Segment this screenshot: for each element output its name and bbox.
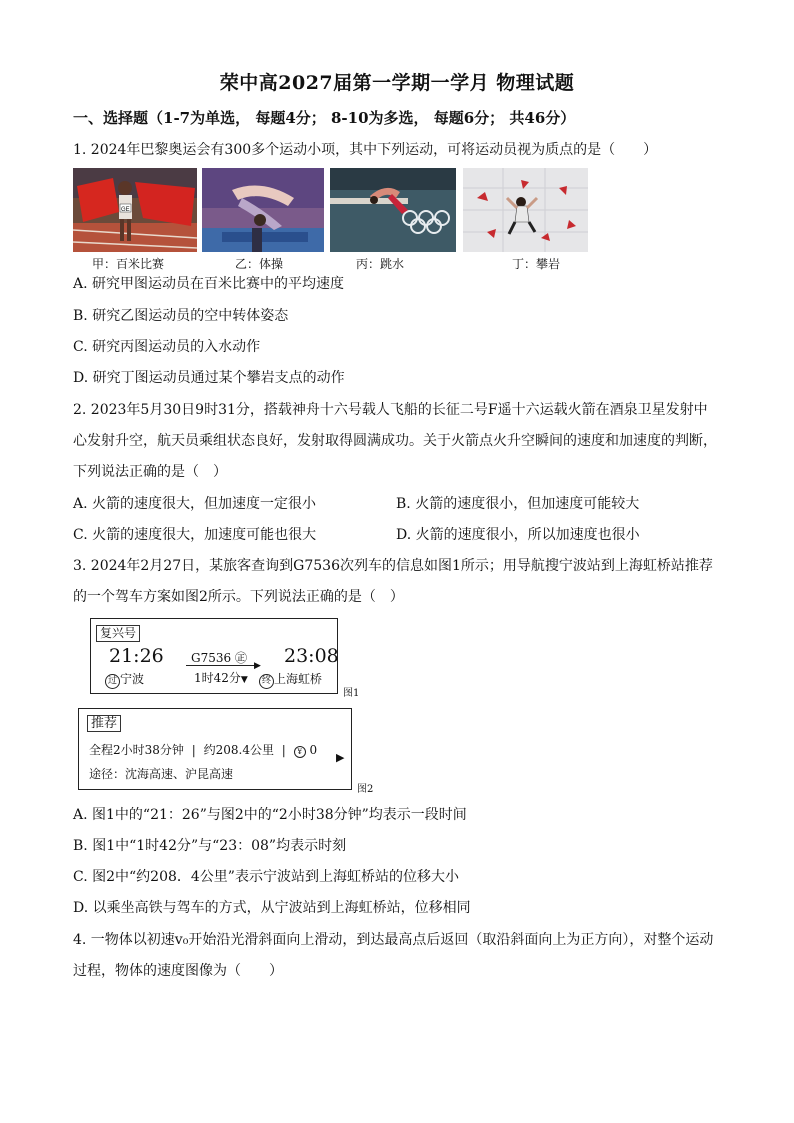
divider: | [191,743,196,757]
arrival-time: 23:08 [284,645,339,667]
route-distance: 约208.4公里 [203,743,274,757]
question-2-option-b: B. 火箭的速度很小，但加速度可能较大 [396,496,640,512]
recommend-tag: 推荐 [87,715,121,732]
page-title: 荣中高2027届第一学期一学月 物理试题 [219,72,575,94]
toll-icon: ¥ [294,746,306,758]
bib-number: GE [121,207,130,213]
chevron-down-icon: ▼ [240,675,248,685]
question-3-option-c: C. 图2中“约208．4公里”表示宁波站到上海虹桥站的位移大小 [73,869,459,885]
route-arrow-icon: ▶ [254,661,261,671]
photo-climbing [463,168,588,252]
departure-station: 宁波 [120,672,145,686]
question-2-line-2: 心发射升空，航天员乘组状态良好，发射取得圆满成功。关于火箭点火升空瞬间的速度和加速度的判断， [73,433,717,449]
question-3-option-d: D. 以乘坐高铁与驾车的方式，从宁波站到上海虹桥站，位移相同 [73,900,471,916]
question-1-option-b: B. 研究乙图运动员的空中转体姿态 [73,308,289,324]
train-number: G7536 [191,651,232,665]
caption-gymnastics: 乙：体操 [235,257,284,271]
train-duration: 1时42分 [194,671,241,685]
figure-2-route-info [78,708,352,790]
question-1-option-d: D. 研究丁图运动员通过某个攀岩支点的动作 [73,370,345,386]
figure-2-label: 图2 [357,784,374,795]
route-highways: 途径：沈海高速、沪昆高速 [89,767,234,781]
question-3-option-b: B. 图1中“1时42分”与“23：08”均表示时刻 [73,838,347,854]
question-3-option-a: A. 图1中的“21：26”与图2中的“2小时38分钟”均表示一段时间 [73,807,467,823]
photo-gymnastics [202,168,324,252]
figure-1-label: 图1 [343,688,360,699]
caption-sprint: 甲：百米比赛 [92,257,165,271]
chevron-right-icon[interactable]: ▶ [336,751,345,764]
photo-diving [330,168,456,252]
departure-mark: 过 [105,674,120,689]
arrival-station: 上海虹桥 [274,672,323,686]
question-4-line-2: 过程，物体的速度图像为（ ） [73,963,283,979]
question-1-option-a: A. 研究甲图运动员在百米比赛中的平均速度 [73,276,345,292]
photo-sprint [73,168,197,252]
toll-value: 0 [309,743,318,757]
caption-climbing: 丁：攀岩 [512,257,561,271]
divider: | [281,743,286,757]
figure-1-train-info [90,618,338,694]
question-1-option-c: C. 研究丙图运动员的入水动作 [73,339,261,355]
question-2-option-c: C. 火箭的速度很大，加速度可能也很大 [73,527,317,543]
question-3-line-2: 的一个驾车方案如图2所示。下列说法正确的是（ ） [73,589,404,605]
question-4-line-1: 4. 一物体以初速v₀开始沿光滑斜面向上滑动，到达最高点后返回（取沿斜面向上为正方向），对整个运动 [73,932,714,948]
train-mark: ㊣ [234,651,247,665]
train-brand-label: 复兴号 [96,625,140,642]
question-1-stem: 1. 2024年巴黎奥运会有300多个运动小项，其中下列运动，可将运动员视为质点的是（ ） [73,142,658,158]
section-heading: 一、选择题（1-7为单选， 每题4分； 8-10为多选， 每题6分； 共46分） [73,109,576,127]
question-2-option-a: A. 火箭的速度很大，但加速度一定很小 [73,496,317,512]
question-2-line-3: 下列说法正确的是（ ） [73,464,227,480]
question-3-line-1: 3. 2024年2月27日，某旅客查询到G7536次列车的信息如图1所示；用导航搜宁波站到上海虹桥站推荐 [73,558,713,574]
arrival-mark: 终 [259,674,274,689]
question-2-option-d: D. 火箭的速度很小，所以加速度也很小 [396,527,640,543]
question-2-line-1: 2. 2023年5月30日9时31分，搭载神舟十六号载人飞船的长征二号F遥十六运载火箭在酒泉卫星发射中 [73,402,708,418]
caption-diving: 丙：跳水 [356,257,405,271]
route-total-time: 全程2小时38分钟 [89,743,184,757]
departure-time: 21:26 [109,645,164,667]
route-arrow-line [186,665,258,666]
